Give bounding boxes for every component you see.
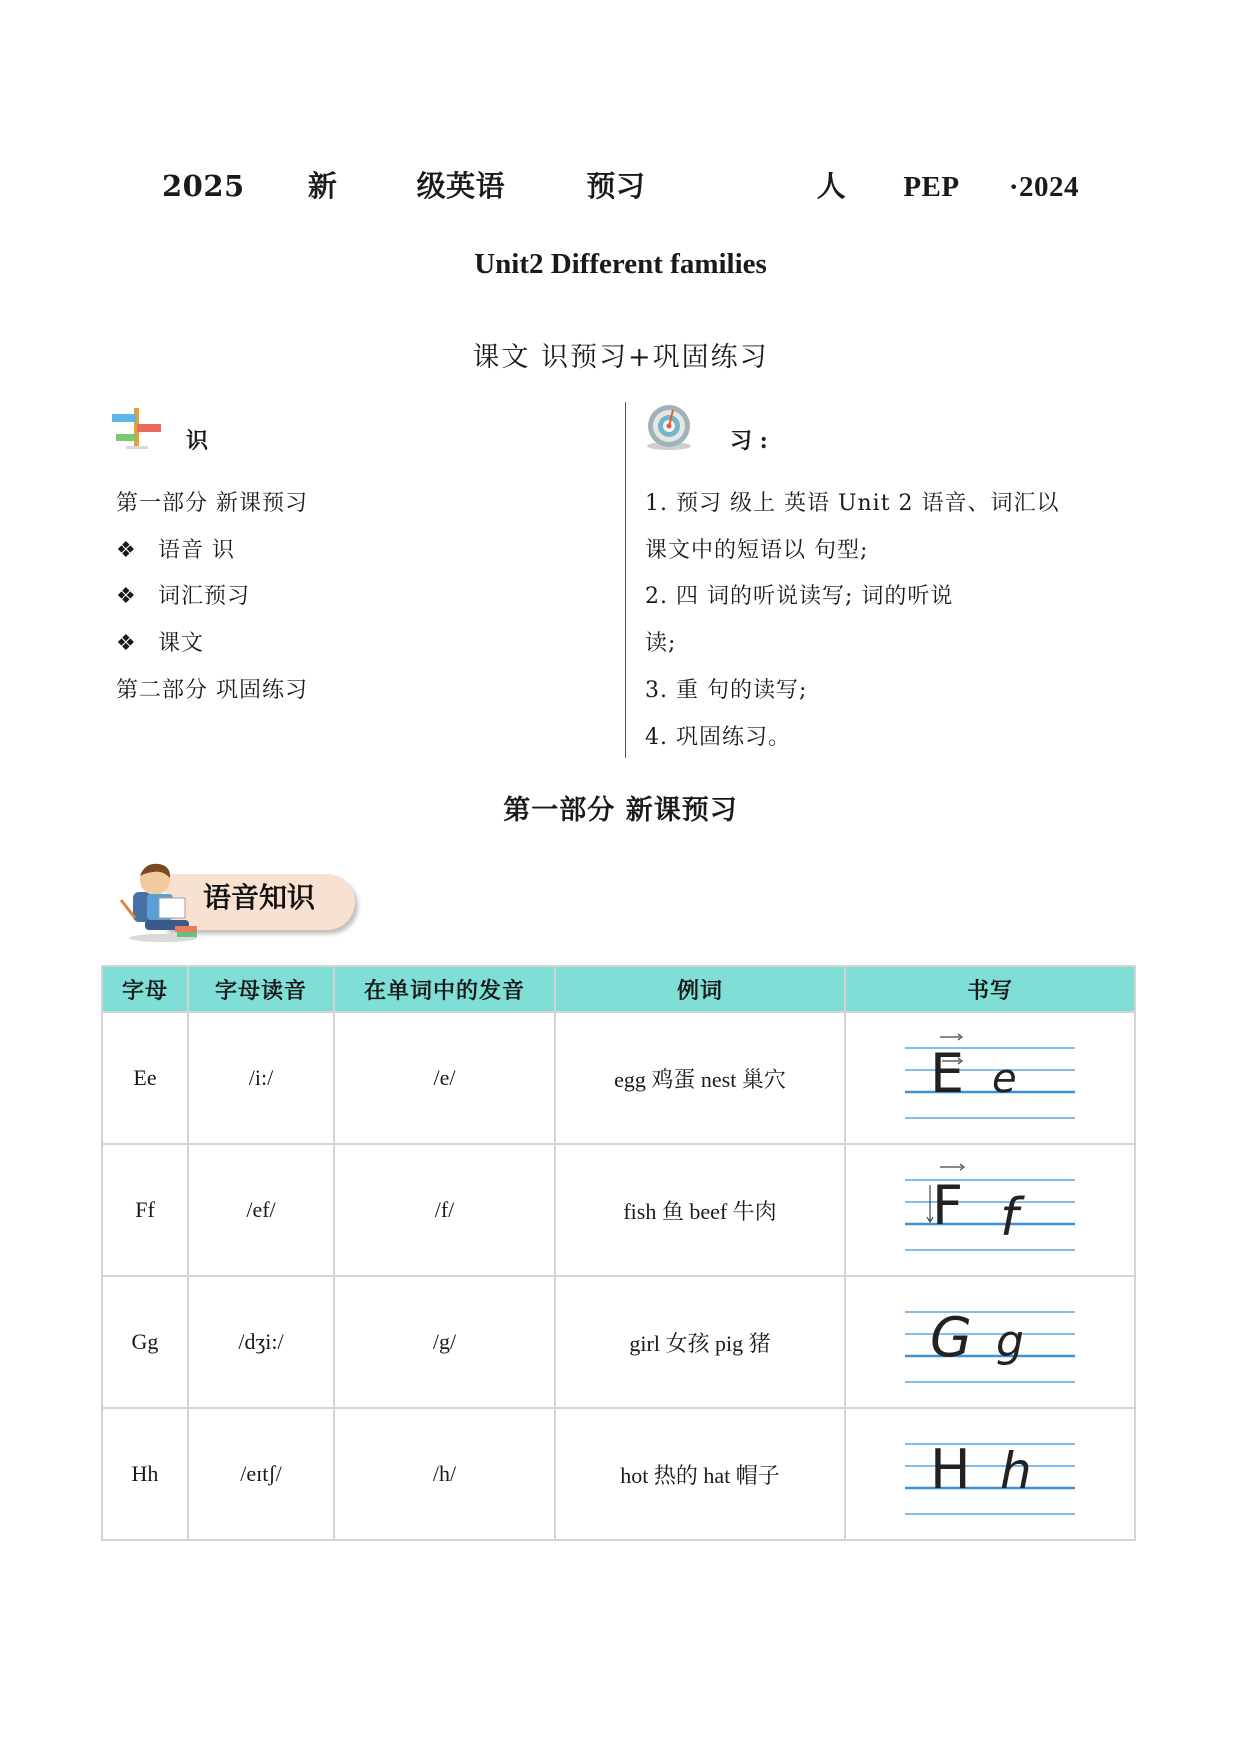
title-part: 级英语 [416,169,506,203]
title-part: PEP [903,171,960,203]
goal-line: 4. 巩固练习。 [645,725,791,750]
letter-cell: Hh [102,1408,188,1540]
title-part: 新 [307,169,338,203]
overview-item: ❖ 课文 [116,631,205,656]
overview-item: ❖ 语音 识 [116,538,235,563]
handwriting-cell [845,1012,1135,1144]
letter-sound-cell: /e/ [334,1012,555,1144]
lowercase-glyph: g [996,1316,1024,1367]
column-header: 书写 [845,966,1135,1012]
handwriting-guide [900,1023,1080,1133]
table-header-row [102,966,1135,1012]
letter-sound-cell: /f/ [334,1144,555,1276]
signpost-icon [112,406,164,450]
diamond-bullet-icon: ❖ [116,584,137,609]
goal-line: 读; [645,631,677,656]
handwriting-cell [845,1144,1135,1276]
goal-line: 2. 四 词的听说读写; 词的听说 [645,584,954,609]
phonics-table [101,965,1136,1541]
letter-sound-cell: /g/ [334,1276,555,1408]
unit-title: Unit2 Different families [474,248,767,280]
example-words-cell: hot 热的 hat 帽子 [555,1408,845,1540]
table-row [102,1012,1135,1144]
goals-panel [645,400,1145,760]
table-row [102,1144,1135,1276]
goal-line: 课文中的短语以 句型; [645,538,869,563]
overview-panel [110,400,610,760]
letter-cell: Ff [102,1144,188,1276]
letter-sound-cell: /h/ [334,1408,555,1540]
diamond-bullet-icon: ❖ [116,631,137,656]
table-row [102,1408,1135,1540]
phonics-badge [115,858,365,938]
overview-item: 第二部分 巩固练习 [116,678,308,703]
title-part: 2025 [161,169,245,203]
handwriting-guide [900,1419,1080,1529]
example-words-cell: girl 女孩 pig 猪 [555,1276,845,1408]
lesson-title: 课文 识预习+巩固练习 [472,342,769,373]
lowercase-glyph: e [992,1056,1017,1102]
goal-line: 1. 预习 级上 英语 Unit 2 语音、词汇以 [645,491,1060,516]
letter-name-cell: /ef/ [188,1144,334,1276]
column-header: 字母 [102,966,188,1012]
badge-label: 语音知识 [203,881,316,914]
column-header: 字母读音 [188,966,334,1012]
table-row [102,1276,1135,1408]
section-heading: 第一部分 新课预习 [503,795,738,826]
uppercase-glyph: F [932,1174,964,1237]
panel-divider [625,402,626,758]
lowercase-glyph: f [1000,1188,1019,1248]
uppercase-glyph: E [930,1042,965,1105]
title-part: 人 [816,169,847,203]
column-header: 在单词中的发音 [334,966,555,1012]
handwriting-guide [900,1155,1080,1265]
title-part: 预习 [586,169,646,203]
example-words-cell: egg 鸡蛋 nest 巢穴 [555,1012,845,1144]
handwriting-cell [845,1276,1135,1408]
target-icon [643,402,695,452]
letter-cell: Ee [102,1012,188,1144]
handwriting-guide [900,1287,1080,1397]
student-reading-icon [115,858,205,942]
goal-line: 3. 重 句的读写; [645,678,808,703]
letter-name-cell: /dʒi:/ [188,1276,334,1408]
title-part: ·2024 [1008,171,1080,203]
overview-heading-text: 识 [186,428,209,454]
letter-name-cell: /i:/ [188,1012,334,1144]
diamond-bullet-icon: ❖ [116,538,137,563]
letter-name-cell: /eɪtʃ/ [188,1408,334,1540]
overview-item: 第一部分 新课预习 [116,491,308,516]
handwriting-cell [845,1408,1135,1540]
column-header: 例词 [555,966,845,1012]
letter-cell: Gg [102,1276,188,1408]
goals-heading-text: 习 : [730,428,768,454]
uppercase-glyph: G [930,1306,972,1369]
lowercase-glyph: h [1000,1442,1032,1500]
example-words-cell: fish 鱼 beef 牛肉 [555,1144,845,1276]
uppercase-glyph: H [930,1438,971,1501]
document-title [0,164,1241,205]
overview-item: ❖ 词汇预习 [116,584,251,609]
